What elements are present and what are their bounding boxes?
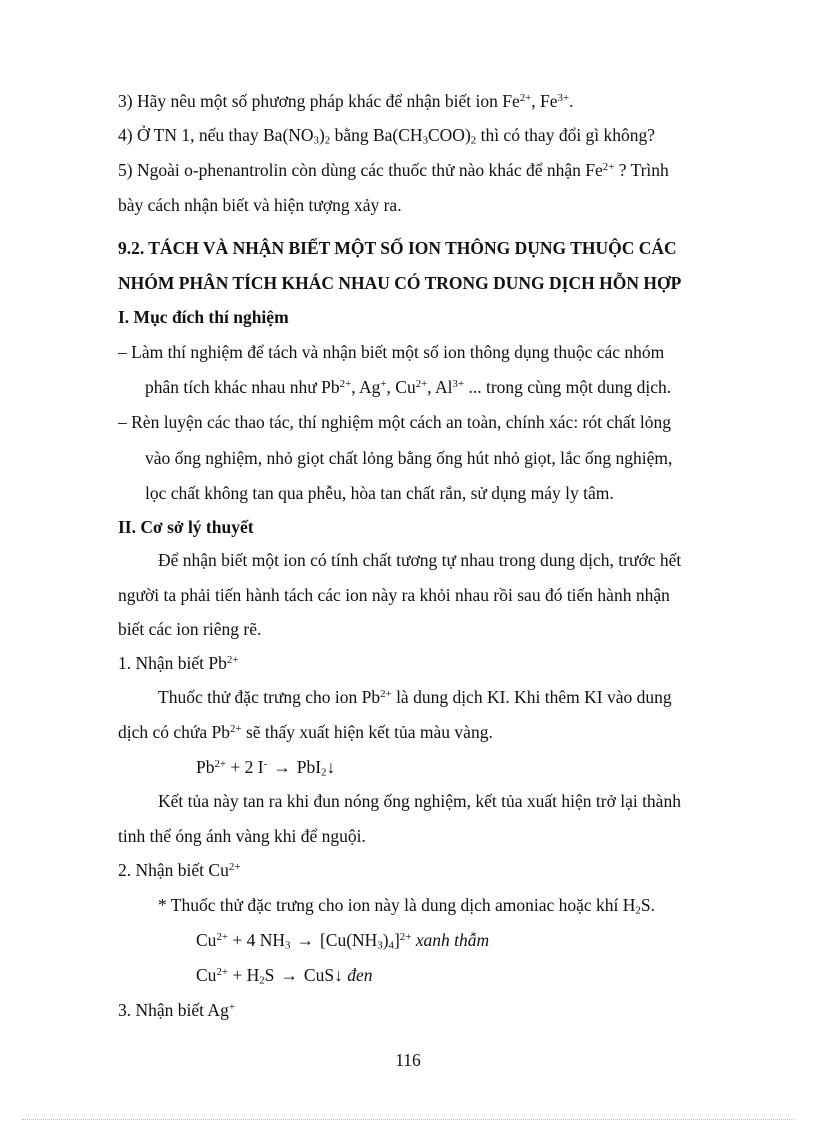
purpose-bullet-1: – Làm thí nghiệm để tách và nhận biết một số ion thông dụng thuộc các nhóm — [118, 342, 665, 362]
ag-heading: 3. Nhận biết Ag+ — [118, 1000, 235, 1020]
theory-para-line1: Để nhận biết một ion có tính chất tương tự nhau trong dung dịch, trước hết — [158, 550, 682, 570]
pb-para-line4: tinh thể óng ánh vàng khi để nguội. — [118, 826, 366, 846]
pb-para-line2: dịch có chứa $Pb^{2+}$ sẽ thấy xuất hiện kết tủa màu vàng. — [118, 722, 493, 742]
section-title-line2: NHÓM PHÂN TÍCH KHÁC NHAU CÓ TRONG DUNG DỊCH HỖN HỢP — [118, 273, 682, 293]
theory-para-line3: biết các ion riêng rẽ. — [118, 619, 262, 639]
theory-para-line2: người ta phải tiến hành tách các ion này ra khỏi nhau rồi sau đó tiến hành nhận — [118, 585, 670, 605]
question-5-cont: bày cách nhận biết và hiện tượng xảy ra. — [118, 195, 402, 215]
purpose-heading: I. Mục đích thí nghiệm — [118, 307, 289, 327]
page-number: 116 — [395, 1050, 421, 1070]
question-3: 3) Hãy nêu một số phương pháp khác để nhận biết ion $Fe^{2+}$, $Fe^{3+}$. — [118, 91, 574, 111]
cu-equation-1: $Cu^{2+} + 4$ $NH_3 \to [Cu(NH_3)_4]^{2+}$ xanh thẫm — [196, 930, 490, 952]
cu-heading: 2. Nhận biết $Cu^{2+}$ — [118, 860, 241, 880]
purpose-bullet-1-cont: phân tích khác nhau như $Pb^{2+}$, Ag+, $Cu^{2+}$, $Al^{3+}$ ... trong cùng một dung dịch. — [145, 377, 672, 397]
cu-para-line1: * Thuốc thử đặc trưng cho ion này là dung dịch amoniac hoặc khí $H_2S$. — [158, 895, 655, 917]
purpose-bullet-2-cont2: lọc chất không tan qua phễu, hòa tan chất rắn, sử dụng máy ly tâm. — [145, 483, 614, 503]
pb-para-line3: Kết tủa này tan ra khi đun nóng ống nghiệm, kết tủa xuất hiện trở lại thành — [158, 791, 681, 811]
pb-heading: 1. Nhận biết $Pb^{2+}$ — [118, 653, 239, 673]
bottom-divider — [22, 1119, 794, 1120]
question-5: 5) Ngoài o-phenantrolin còn dùng các thuốc thử nào khác để nhận $Fe^{2+}$ ? Trình — [118, 160, 669, 180]
purpose-bullet-2: – Rèn luyện các thao tác, thí nghiệm một cách an toàn, chính xác: rót chất lỏng — [118, 412, 672, 432]
theory-heading: II. Cơ sở lý thuyết — [118, 517, 254, 537]
cu-equation-2: $Cu^{2+} + H_2S$ → CuS↓ đen — [196, 965, 373, 987]
question-4: 4) Ở TN 1, nếu thay $Ba(NO_3)_2$ bằng $Ba(CH_3COO)_2$ thì có thay đổi gì không? — [118, 125, 656, 147]
section-title-line1: 9.2. TÁCH VÀ NHẬN BIẾT MỘT SỐ ION THÔNG DỤNG THUỘC CÁC — [118, 238, 677, 258]
purpose-bullet-2-cont: vào ống nghiệm, nhỏ giọt chất lỏng bằng ống hút nhỏ giọt, lắc ống nghiệm, — [145, 448, 673, 468]
pb-equation: $Pb^{2+} + 2$ I- → PbI$_2$↓ — [196, 757, 336, 779]
pb-para-line1: Thuốc thử đặc trưng cho ion $Pb^{2+}$ là dung dịch KI. Khi thêm KI vào dung — [158, 687, 672, 707]
